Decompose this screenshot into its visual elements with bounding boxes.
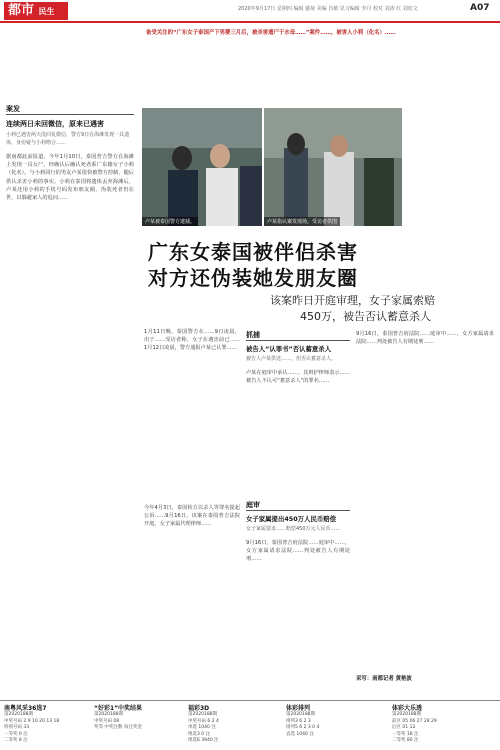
arrest-body: 卢某在庭审中承认……，其辩护律师表示……被告人不认可“蓄意杀人”的罪名…… bbox=[246, 369, 350, 384]
lottery-line: 第2020188期 bbox=[4, 712, 34, 717]
page-number: A07 bbox=[470, 3, 490, 13]
scene-photo bbox=[264, 108, 402, 226]
arrest-photo-image bbox=[142, 108, 262, 226]
logo-main: 都市 bbox=[8, 3, 35, 18]
lottery-title: 福彩3D bbox=[188, 705, 210, 712]
masthead bbox=[0, 0, 500, 22]
lottery-line: 单选 1040 注 bbox=[188, 725, 216, 730]
lottery-section-4 bbox=[286, 703, 382, 738]
lottery-section-1 bbox=[4, 703, 88, 745]
lottery-line: 前区 05 06 27 28 29 bbox=[392, 718, 437, 724]
lottery-line: 特别号码 33 bbox=[4, 725, 30, 730]
headline-line2: 对方还伪装她发朋友圈 bbox=[148, 266, 358, 290]
sidebar-body: 据南都此前报道，今年1月10日，泰国普吉警方在海滩上发现一具女尸，经确认后确认死者系广东籍女子小莉（化名）。与小莉同行的男友卢某很快被警方控制，随后供认杀害小莉的事实。小莉在泰国将遗体丢弃海滩后，卢某还用小莉的手机号码发布朋友圈，伪装死者仍在世，以躲避家人的追问…… bbox=[6, 154, 134, 202]
lottery-line: 组选3 0 注 bbox=[188, 731, 211, 737]
lottery-line: 直选 1040 注 bbox=[286, 731, 314, 737]
lottery-line: 第2020188期 bbox=[188, 712, 218, 717]
headline-line1: 广东女泰国被伴侣杀害 bbox=[148, 240, 358, 264]
lottery-line: 第2020188期 bbox=[286, 712, 316, 717]
lottery-title: 体彩大乐透 bbox=[392, 705, 423, 712]
byline: 采写：南都记者 黄艳波 bbox=[356, 676, 412, 682]
footer-rule bbox=[0, 700, 500, 701]
photo1-caption: 卢某被泰国警方逮捕。 bbox=[142, 217, 198, 226]
lottery-line: 第2020188期 bbox=[94, 712, 124, 717]
court-tag: 庭审 bbox=[246, 500, 350, 511]
lottery-line: 奖等 中奖注数 每注奖金 bbox=[94, 725, 142, 730]
lottery-footer bbox=[4, 703, 496, 747]
lottery-line: 中奖号码 6 2 4 bbox=[188, 718, 219, 724]
arrest-tag: 抓捕 bbox=[246, 330, 350, 341]
lottery-line: 二等奖 8 注 bbox=[4, 738, 28, 743]
scene-photo-image bbox=[264, 108, 402, 226]
right-column bbox=[356, 330, 494, 682]
court-article bbox=[246, 500, 350, 649]
lottery-line: 一等奖 0 注 bbox=[4, 731, 28, 737]
main-column bbox=[144, 328, 240, 674]
lottery-title: 体彩排列 bbox=[286, 705, 311, 712]
logo-sub: 民生 bbox=[38, 7, 55, 16]
main-body1: 1月11日晚，泰国警方在……9日凌晨，出于……受访者称，女子在遇害前已……1月12日凌晨，警方通报卢某已认罪…… bbox=[144, 329, 240, 352]
lottery-title: 南粤风采36选7 bbox=[4, 705, 47, 712]
lottery-section-2 bbox=[94, 703, 178, 732]
court-summary: 女子家属要求……赔偿450万元人民币…… bbox=[246, 526, 341, 532]
court-body: 9月16日，泰国普吉府法院……庭审中……，女方家属请求法院……判处被告人有期徒刑…… bbox=[246, 539, 350, 562]
lottery-line: 第2020188期 bbox=[392, 712, 422, 717]
lead-summary: 备受关注的“广东女子泰国产下男婴三月后，被杀害遗尸于水母……”案件……，被害人小莉（化名）…… bbox=[146, 30, 396, 36]
sidebar-summary: 小莉已遇害两天没回复微信，警方9日在海滩发现一具遗体，身份疑与小莉吻合…… bbox=[6, 132, 130, 146]
lottery-title: “好彩1”中奖结果 bbox=[94, 705, 143, 712]
subheadline-line2: 450万，被告否认蓄意杀人 bbox=[300, 310, 431, 323]
right-body: 9月16日，泰国普吉府法院……庭审中……，女方家属请求法院……判处被告人有期徒刑…… bbox=[356, 331, 494, 346]
sidebar-headline: 连续两日未回微信，原来已遇害 bbox=[6, 120, 104, 128]
section-logo bbox=[4, 2, 68, 20]
lottery-line: 一等奖 18 注 bbox=[392, 731, 419, 737]
lottery-section-3 bbox=[188, 703, 278, 745]
arrest-photo bbox=[142, 108, 262, 226]
lottery-section-5 bbox=[392, 703, 492, 745]
subheadline-line1: 该案昨日开庭审理，女子家属索赔 bbox=[270, 294, 435, 307]
sidebar-article bbox=[6, 104, 134, 673]
arrest-headline: 被告人“认罪书”否认蓄意杀人 bbox=[246, 345, 332, 353]
photo2-caption: 卢某指认案发现场。受访者供图 bbox=[264, 217, 340, 226]
lottery-line: 排列3 6 2 3 bbox=[286, 718, 311, 724]
arrest-summary: 被告人卢某供述……，但否认蓄意杀人。 bbox=[246, 356, 337, 362]
masthead-info: 2020年9月17日 星期四 编辑 盛菊 美编 肖敏 见习编辑 李丹 校对 刘涛 红 刘密文 bbox=[238, 6, 418, 12]
main-body2: 今年4月3日，泰国检方以杀人等罪名提起公诉……9月16日，该案在泰国普吉法院开庭，女子家属代理律师…… bbox=[144, 505, 240, 528]
sidebar-tag: 案发 bbox=[6, 104, 134, 115]
lottery-line: 中奖号码 2 9 10 20 13 18 bbox=[4, 718, 60, 724]
arrest-article bbox=[246, 330, 350, 469]
court-headline: 女子家属提出450万人民币赔偿 bbox=[246, 515, 337, 523]
lottery-line: 排列5 6 2 3 0 4 bbox=[286, 725, 320, 730]
lottery-line: 中奖号码 08 bbox=[94, 718, 120, 724]
lottery-line: 组选6 3940 注 bbox=[188, 738, 219, 743]
lottery-line: 后区 01 12 bbox=[392, 725, 416, 730]
masthead-rule bbox=[0, 21, 500, 23]
lottery-line: 二等奖 80 注 bbox=[392, 738, 419, 743]
